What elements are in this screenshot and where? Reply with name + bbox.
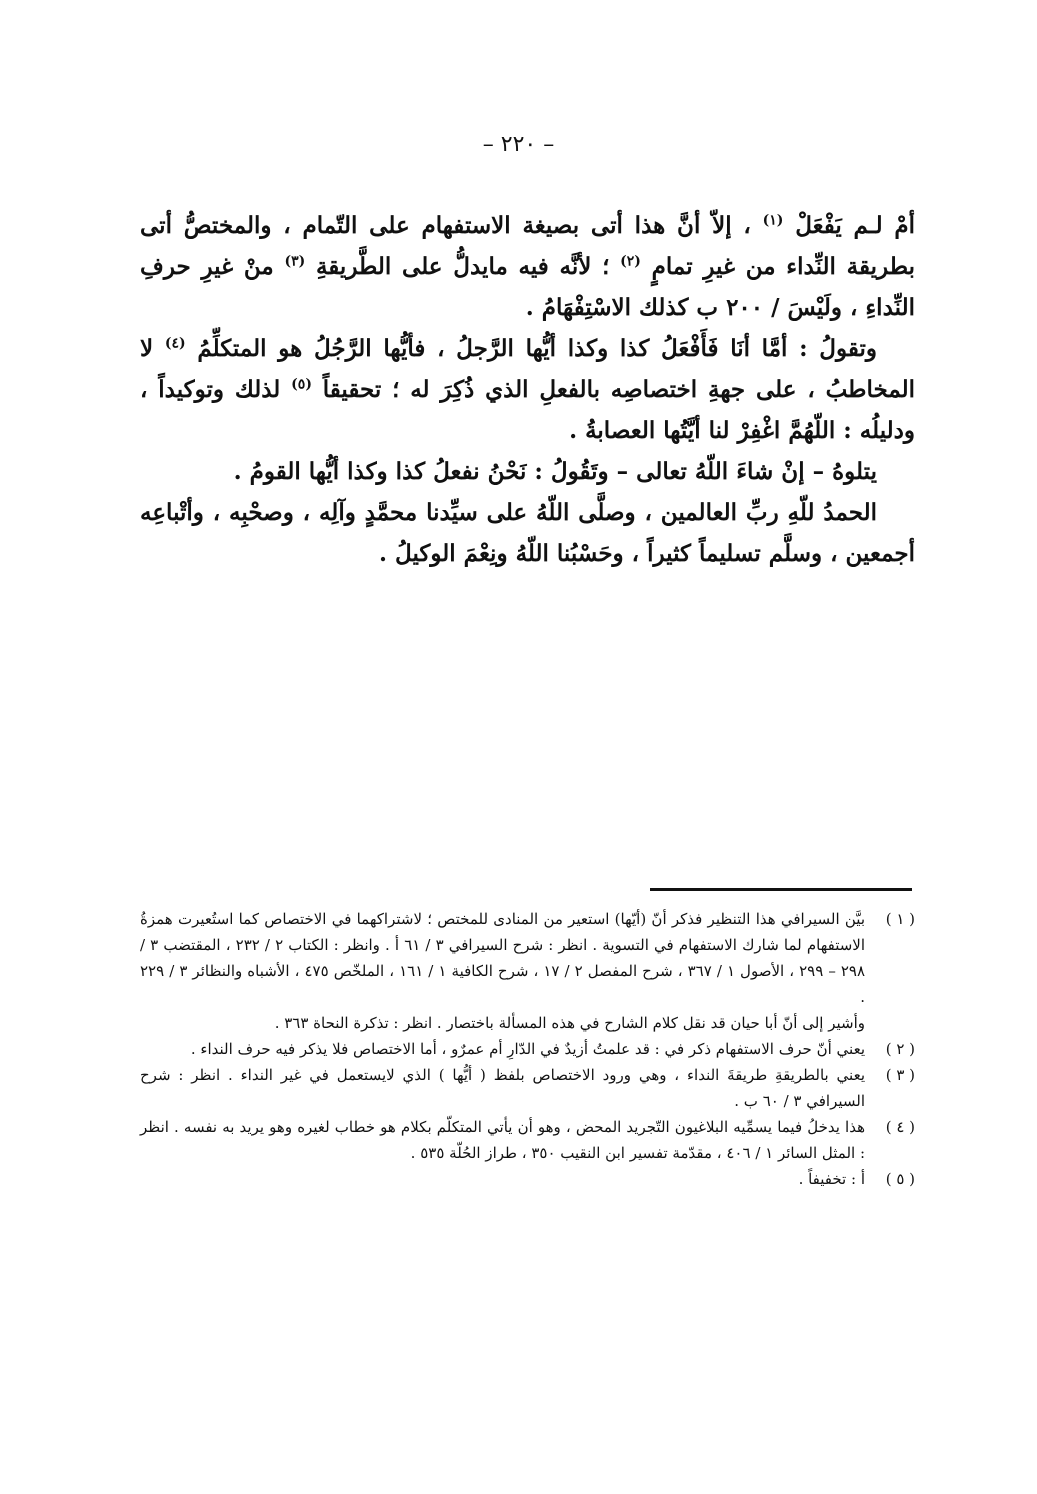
footnote-3 [140, 1062, 915, 1114]
footnote-text: هذا يدخلُ فيما يسمِّيه البلاغيون التّجريد المحض ، وهو أن يأتي المتكلّم بكلام هو خطاب لغيره وهو يريد به نفسه . انظر : المثل السائر ١ / ٤٠٦ ، مقدّمة تفسير ابن النقيب ٣٥٠ ، طراز الحُلّة ٥٣٥ . [140, 1118, 865, 1162]
footnote-4 [140, 1114, 915, 1166]
footnote-ref-1[interactable]: (١) [762, 212, 784, 229]
footnote-number: ( ٤ ) [885, 1118, 915, 1136]
footnote-number: ( ٥ ) [885, 1170, 915, 1188]
footnote-text: يعني بالطريقةِ طريقةَ النداء ، وهي ورود الاختصاص بلفظ ( أيُّها ) الذي لايستعمل في غير النداء . انظر : شرح السيرافي ٣ / ٦٠ ب . [140, 1066, 865, 1110]
footnote-ref-5[interactable]: (٥) [291, 376, 312, 393]
paragraph-2: وتقولُ : أمَّا أنَا فَأَفْعَلُ كذا وكذا أيُّها الرَّجلُ ، فأيُّها الرَّجُلُ هو المتكلِّمُ $^{(٤)}$ لا المخاطبُ ، على جهةِ اختصاصِه بالفعلِ الذي ذُكِرَ له ؛ تحقيقاً $^{(٥)}$ لذلك وتوكيداً ، ودليلُه : اللّهُمَّ اغْفِرْ لنا أيَّتُها العصابةُ . [140, 335, 916, 444]
footnote-text: بيَّن السيرافي هذا التنظير فذكر أنّ (أيّها) استعير من المنادى للمختص ؛ لاشتراكهما في الاختصاص كما استُعيرت همزةُ الاستفهام لما شارك الاستفهام في التسوية . انظر : شرح السيرافي ٣ / ٦١ أ . وانظر : الكتاب ٢ / ٢٣٢ ، المقتضب ٣ / ٢٩٨ – ٢٩٩ ، الأصول ١ / ٣٦٧ ، شرح المفصل ٢ / ١٧ ، شرح الكافية ١ / ١٦١ ، الملخّص ٤٧٥ ، الأشباه والنظائر ٣ / ٢٢٩ . [140, 910, 866, 1006]
footnote-text: يعني أنّ حرف الاستفهام ذكر في : قد علمتُ أزيدٌ في الدّارِ أم عمرٌو ، أما الاختصاص فلا يذكر فيه حرف النداء . [190, 1040, 865, 1058]
paragraph-4: الحمدُ للّهِ ربِّ العالمين ، وصلَّى اللّهُ على سيِّدنا محمَّدٍ وآلِه ، وصحْبِه ، وأتْباعِه أجمعين ، وسلَّم تسليماً كثيراً ، وحَسْبُنا اللّهُ ونِعْمَ الوكيلُ . [140, 499, 915, 567]
paragraph-3: يتلوهُ – إنْ شاءَ اللّهُ تعالى – وتَقُولُ : نَحْنُ نفعلُ كذا وكذا أيُّها القومُ . [233, 458, 877, 485]
footnote-ref-3[interactable]: (٣) [284, 253, 306, 270]
footnote-ref-4[interactable]: (٤) [164, 335, 186, 352]
footnote-number: ( ١ ) [885, 910, 915, 928]
footnote-ref-2[interactable]: (٢) [620, 253, 641, 270]
footnote-1 [140, 906, 915, 1036]
footnote-number: ( ٢ ) [885, 1040, 915, 1058]
main-text [140, 205, 915, 574]
footnotes [140, 906, 915, 1192]
footnote-2 [140, 1036, 915, 1062]
footnote-text: أ : تخفيفاً . [798, 1170, 865, 1188]
footnote-text: وأشير إلى أنّ أبا حيان قد نقل كلام الشارح في هذه المسألة باختصار . انظر : تذكرة النحاة ٣٦٣ . [274, 1014, 865, 1032]
footnote-divider [650, 888, 912, 891]
footnote-5 [140, 1166, 915, 1192]
footnote-number: ( ٣ ) [885, 1066, 915, 1084]
page-number: – ٢٢٠ – [482, 132, 555, 157]
paragraph-1: أمْ لـم يَفْعَلْ $^{(١)}$ ، إلاّ أنَّ هذا أتى بصيغة الاستفهام على التّمام ، والمختصُّ أتى بطريقة النِّداء من غيرِ تمامٍ $^{(٢)}$ ؛ لأنَّه فيه مايدلُّ على الطَّريقةِ $^{(٣)}$ منْ غيرِ حرفِ النِّداءِ ، ولَيْسَ / ٢٠٠ ب كذلك الاسْتِفْهَامُ . [140, 212, 916, 321]
